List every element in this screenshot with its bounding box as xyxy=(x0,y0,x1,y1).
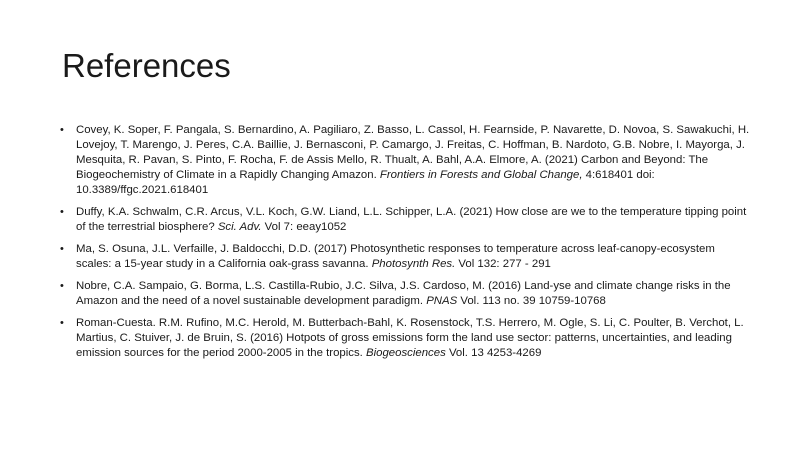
reference-journal: PNAS xyxy=(426,295,458,307)
reference-list xyxy=(60,123,750,368)
reference-text: Duffy, K.A. Schwalm, C.R. Arcus, V.L. Koch, G.W. Liand, L.L. Schipper, L.A. (2021) How close are we to the temperature tipping point of the terrestrial biosphere? xyxy=(76,206,747,233)
reference-tail: Vol 132: 277 - 291 xyxy=(455,258,551,270)
bullet-icon: • xyxy=(60,124,64,136)
reference-tail: Vol 7: eeay1052 xyxy=(261,221,347,233)
reference-tail: Vol. 13 4253-4269 xyxy=(445,347,542,359)
reference-tail: Vol. 113 no. 39 10759-10768 xyxy=(457,295,606,307)
reference-item xyxy=(60,123,750,198)
slide-title: References xyxy=(62,47,231,84)
reference-item xyxy=(60,279,750,309)
reference-journal: Biogeosciences xyxy=(366,347,446,359)
bullet-icon: • xyxy=(60,317,64,329)
bullet-icon: • xyxy=(60,280,64,292)
reference-journal: Frontiers in Forests and Global Change, xyxy=(379,169,583,181)
bullet-icon: • xyxy=(60,243,64,255)
reference-item xyxy=(60,242,750,272)
reference-tail: 4:618401 doi: 10.3389/ffgc.2021.618401 xyxy=(76,169,655,196)
reference-text: Roman-Cuesta. R.M. Rufino, M.C. Herold, M. Butterbach-Bahl, K. Rosenstock, T.S. Herrero, M. Ogle, S. Li, C. Poulter, B. Verchot, L. Martius, C. Stuiver, J. de Bruin, S. (2016) Hotpots of gross emissions form the land use sector: patterns, uncertainties, and leading emission sources for the period 2000-2005 in the tropics. xyxy=(76,317,744,359)
reference-text: Nobre, C.A. Sampaio, G. Borma, L.S. Castilla-Rubio, J.C. Silva, J.S. Cardoso, M. (2016) Land-yse and climate change risks in the Amazon and the need of a novel sustainable development paradigm. xyxy=(76,280,731,307)
bullet-icon: • xyxy=(60,206,64,218)
reference-journal: Photosynth Res. xyxy=(371,258,456,270)
reference-text: Ma, S. Osuna, J.L. Verfaille, J. Baldocchi, D.D. (2017) Photosynthetic responses to temperature across leaf-canopy-ecosystem scales: a 15-year study in a California oak-grass savanna. xyxy=(76,243,715,270)
reference-item xyxy=(60,316,750,361)
reference-item xyxy=(60,205,750,235)
reference-journal: Sci. Adv. xyxy=(217,221,262,233)
reference-text: Covey, K. Soper, F. Pangala, S. Bernardino, A. Pagiliaro, Z. Basso, L. Cassol, H. Fearnside, P. Navarette, D. Novoa, S. Sawakuchi, H. Lovejoy, T. Marengo, J. Peres, C.A. Baillie, J. Bernasconi, P. Camargo, J. Freitas, C. Hoffman, B. Nardoto, G.B. Nobre, I. Mayorga, J. Mesquita, R. Pavan, S. Pinto, F. Rocha, F. de Assis Mello, R. Thualt, A. Bahl, A.A. Elmore, A. (2021) Carbon and Beyond: The Biogeochemistry of Climate in a Rapidly Changing Amazon. xyxy=(76,124,750,181)
